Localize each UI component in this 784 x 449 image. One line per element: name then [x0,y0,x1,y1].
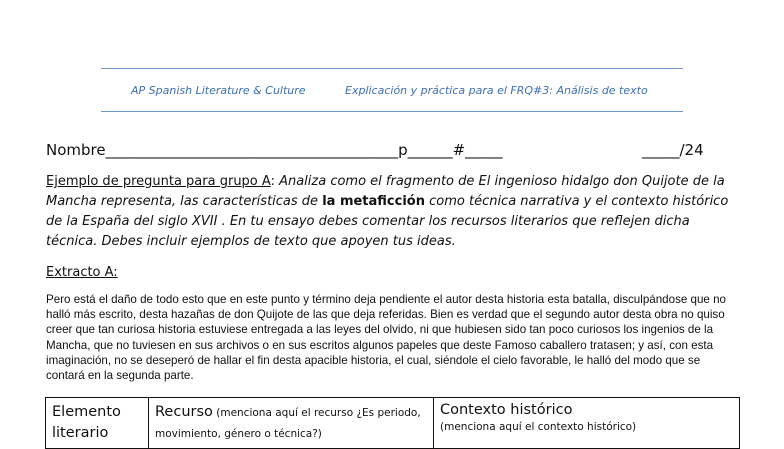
prompt-text-start: Analiza como el fragmento de El ingenioso hidalgo don Quijote de la Mancha representa, las características de [46,174,725,209]
col-historical-context-label: Contexto histórico [440,402,573,418]
col-resource-note: (menciona aquí el recurso ¿Es periodo, movimiento, género o técnica?) [155,407,421,440]
score-line: _____/24 [642,141,704,159]
prompt-key-term: la metaficción [322,194,425,209]
col-literary-element-label: Elemento literario [52,404,121,441]
header-rule-top [101,68,683,69]
extract-title: Extracto A: [46,265,118,280]
analysis-table [45,397,740,449]
prompt-colon: : [270,174,275,189]
header-course-title: AP Spanish Literature & Culture [131,84,306,97]
header-rule-bottom [101,111,683,112]
name-period-number-line[interactable]: Nombre_______________________________________p______#_____ [46,141,503,159]
extract-passage: Pero está el daño de todo esto que en este punto y término deja pendiente el autor desta historia esta batalla, disculpándose que no halló más escrito, desta hazañas de don Quijote de las que deja referidas. Bien es verdad que el segundo autor desta obra no quiso creer que tan curiosa historia estuviese entregada a las leyes del olvido, ni que hubiesen sido tan poco curiosos los ingenios de la Mancha, que no tuviesen en sus archivos o en sus escritos algunos papeles que deste Famoso caballero tratasen; y así, con esta imaginación, no se deseperó de hallar el fin desta apacible historia, el cual, siéndole el cielo favorable, le halló del modo que se contará en la segunda parte. [46,293,727,383]
prompt-lead: Ejemplo de pregunta para grupo A [46,174,271,189]
header-assignment-title: Explicación y práctica para el FRQ#3: Análisis de texto [345,84,648,97]
col-historical-context-note: (menciona aquí el contexto histórico) [440,421,637,433]
prompt-text-end: como técnica narrativa y el contexto histórico de la España del siglo XVII . En tu ensayo debes comentar los recursos literarios que reflejen dicha técnica. Debes incluir ejemplos de texto que apoyen tus ideas. [46,194,729,249]
col-resource-label: Recurso [155,404,213,420]
question-prompt [46,172,736,252]
